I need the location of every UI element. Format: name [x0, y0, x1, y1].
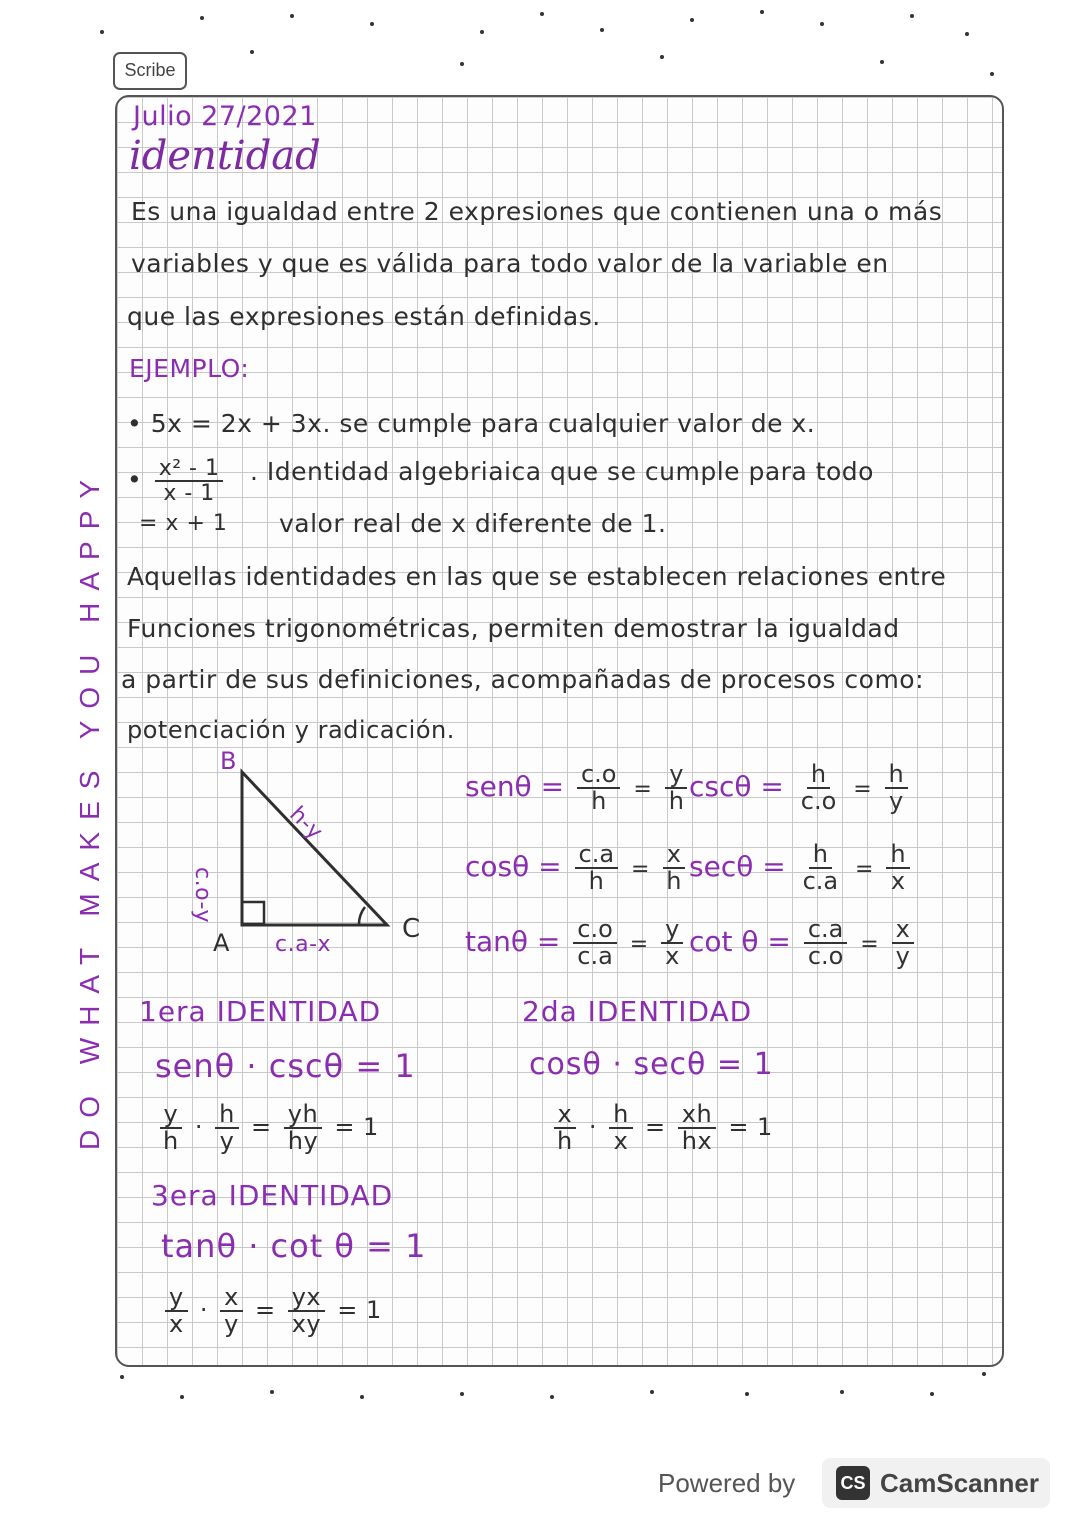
fraction: [155, 457, 224, 505]
star-dot: [250, 50, 254, 54]
fraction: [165, 1285, 188, 1337]
fraction: [661, 917, 683, 969]
numerator: h: [886, 842, 909, 869]
fraction: [799, 842, 843, 894]
star-dot: [290, 14, 294, 18]
result: = 1: [334, 1113, 379, 1142]
fraction: [797, 762, 841, 814]
equals: =: [853, 777, 872, 803]
star-dot: [180, 1395, 184, 1399]
fraction: [159, 1102, 183, 1154]
fraction: [804, 917, 848, 969]
paragraph-line-4: potenciación y radicación.: [127, 716, 455, 744]
equals: =: [254, 1296, 276, 1325]
star-dot: [760, 10, 764, 14]
numerator: h: [885, 762, 908, 789]
numerator: y: [160, 1102, 183, 1129]
fraction: [284, 1102, 322, 1154]
result: = 1: [728, 1113, 773, 1142]
star-dot: [880, 60, 884, 64]
notebook-page: [115, 95, 1004, 1367]
denominator: y: [224, 1310, 239, 1339]
powered-by-text: Powered by: [658, 1468, 796, 1498]
numerator: c.o: [573, 917, 617, 944]
star-dot: [480, 30, 484, 34]
fraction: [609, 1102, 633, 1154]
side-motto: DO WHAT MAKES YOU HAPPY: [74, 467, 105, 1150]
star-dot: [840, 1390, 844, 1394]
numerator: c.a: [575, 842, 619, 869]
fraction: [665, 762, 688, 814]
paragraph-line-2: Funciones trigonométricas, permiten demostrar la igualdad: [127, 614, 900, 643]
fraction: [886, 842, 909, 894]
star-dot: [745, 1392, 749, 1396]
denominator: h: [588, 867, 604, 896]
fraction-denominator: x - 1: [163, 481, 215, 507]
right-angle-mark: [242, 902, 264, 924]
star-dot: [910, 14, 914, 18]
star-dot: [540, 12, 544, 16]
bullet: •: [127, 465, 143, 495]
angle-arc: [359, 907, 365, 925]
denominator: h: [591, 787, 607, 816]
side-label-base: c.a-x: [275, 932, 332, 957]
vertex-c: C: [402, 914, 421, 944]
star-dot: [100, 30, 104, 34]
camscanner-badge: [822, 1458, 1050, 1508]
denominator: y: [219, 1127, 235, 1156]
equals: =: [633, 777, 652, 803]
star-dot: [690, 18, 694, 22]
denominator: c.o: [800, 787, 837, 816]
star-dot: [650, 1390, 654, 1394]
star-dot: [820, 22, 824, 26]
page-title: identidad: [129, 133, 321, 179]
denominator: hx: [681, 1127, 713, 1156]
star-dot: [270, 1390, 274, 1394]
result: = 1: [337, 1296, 382, 1325]
cot-label: cot θ =: [689, 925, 791, 959]
vertex-b: B: [220, 747, 237, 775]
star-dot: [200, 16, 204, 20]
sin-label: senθ =: [465, 770, 565, 804]
denominator: x: [169, 1310, 184, 1339]
sin-definition: [465, 762, 692, 814]
equals: =: [251, 1113, 272, 1142]
fraction: [220, 1285, 243, 1337]
identity-3-proof: [161, 1285, 382, 1337]
paragraph-line-3: a partir de sus definiciones, acompañadas de procesos como:: [121, 665, 925, 694]
denominator: x: [613, 1127, 629, 1156]
cot-definition: [689, 917, 918, 969]
identity-1-formula: senθ · cscθ = 1: [155, 1047, 416, 1085]
equals: =: [630, 857, 650, 883]
denominator: h: [557, 1127, 573, 1156]
cos-definition: [465, 842, 690, 894]
numerator: c.o: [577, 762, 621, 789]
fraction: [215, 1102, 239, 1154]
fraction: [577, 762, 621, 814]
definition-line-3: que las expresiones están definidas.: [127, 302, 601, 331]
fraction: [892, 917, 914, 969]
denominator: xy: [291, 1310, 322, 1339]
numerator: h: [807, 762, 830, 789]
identity-3-formula: tanθ · cot θ = 1: [161, 1227, 427, 1265]
example-heading: EJEMPLO:: [129, 354, 250, 383]
fraction: [662, 842, 685, 894]
star-dot: [460, 62, 464, 66]
fraction: [553, 1102, 577, 1154]
numerator: c.a: [804, 917, 848, 944]
numerator: y: [661, 917, 683, 944]
star-dot: [965, 32, 969, 36]
dot-operator: ·: [194, 1113, 203, 1142]
tan-definition: [465, 917, 687, 969]
example-2-line-2: valor real de x diferente de 1.: [279, 509, 667, 538]
fraction: [288, 1285, 325, 1337]
cos-label: cosθ =: [465, 850, 562, 884]
denominator: hy: [287, 1127, 319, 1156]
denominator: y: [895, 942, 910, 971]
equals: =: [645, 1113, 666, 1142]
example-2-fraction: [127, 457, 227, 505]
star-dot: [982, 1372, 986, 1376]
scribe-logo: Scribe: [113, 52, 187, 90]
denominator: x: [665, 942, 680, 971]
star-dot: [660, 55, 664, 59]
numerator: h: [609, 1102, 633, 1129]
vertex-a: A: [213, 929, 230, 957]
fraction: [573, 917, 617, 969]
paragraph-line-1: Aquellas identidades en las que se establecen relaciones entre: [127, 562, 947, 591]
star-dot: [360, 1395, 364, 1399]
denominator: y: [889, 787, 904, 816]
equals: =: [855, 857, 874, 883]
definition-line-2: variables y que es válida para todo valor de la variable en: [131, 249, 889, 278]
star-dot: [930, 1392, 934, 1396]
sec-definition: [689, 842, 914, 894]
denominator: h: [163, 1127, 179, 1156]
tan-label: tanθ =: [465, 925, 561, 959]
dot-operator: ·: [199, 1296, 208, 1325]
side-label-hypotenuse: h-y: [284, 802, 328, 846]
numerator: x: [663, 842, 685, 869]
example-2-result: = x + 1: [139, 511, 228, 536]
fraction: [885, 762, 908, 814]
numerator: yx: [288, 1285, 325, 1312]
sec-label: secθ =: [689, 850, 786, 884]
example-2-line-1: . Identidad algebriaica que se cumple para todo: [250, 457, 874, 486]
fraction-numerator: x² - 1: [155, 457, 224, 482]
dot-operator: ·: [588, 1113, 597, 1142]
identity-3-heading: 3era IDENTIDAD: [151, 1179, 394, 1212]
numerator: x: [554, 1102, 577, 1129]
date: Julio 27/2021: [133, 101, 317, 132]
denominator: c.a: [577, 942, 613, 971]
numerator: h: [809, 842, 832, 869]
star-dot: [460, 1392, 464, 1396]
definition-line-1: Es una igualdad entre 2 expresiones que contienen una o más: [131, 197, 943, 226]
csc-label: cscθ =: [689, 770, 784, 804]
denominator: h: [666, 867, 682, 896]
denominator: c.o: [807, 942, 844, 971]
identity-2-heading: 2da IDENTIDAD: [522, 995, 753, 1028]
csc-definition: [689, 762, 912, 814]
fraction: [575, 842, 619, 894]
identity-2-proof: [549, 1102, 773, 1154]
denominator: h: [668, 787, 684, 816]
fraction: [678, 1102, 716, 1154]
numerator: h: [215, 1102, 239, 1129]
identity-2-formula: cosθ · secθ = 1: [529, 1047, 774, 1082]
numerator: x: [220, 1285, 243, 1312]
denominator: x: [890, 867, 906, 896]
star-dot: [600, 28, 604, 32]
example-1: • 5x = 2x + 3x. se cumple para cualquier valor de x.: [127, 409, 816, 438]
numerator: yh: [284, 1102, 322, 1129]
star-dot: [370, 22, 374, 26]
numerator: xh: [678, 1102, 716, 1129]
numerator: x: [892, 917, 914, 944]
denominator: c.a: [802, 867, 839, 896]
star-dot: [550, 1395, 554, 1399]
side-label-vertical: c.o-y: [190, 867, 215, 924]
identity-1-proof: [155, 1102, 379, 1154]
equals: =: [860, 932, 879, 958]
star-dot: [990, 72, 994, 76]
camscanner-brand: CamScanner: [880, 1467, 1039, 1498]
numerator: y: [165, 1285, 188, 1312]
numerator: y: [665, 762, 687, 789]
equals: =: [629, 932, 649, 958]
identity-1-heading: 1era IDENTIDAD: [139, 995, 382, 1028]
star-dot: [120, 1375, 124, 1379]
camscanner-icon: CS: [836, 1466, 870, 1500]
